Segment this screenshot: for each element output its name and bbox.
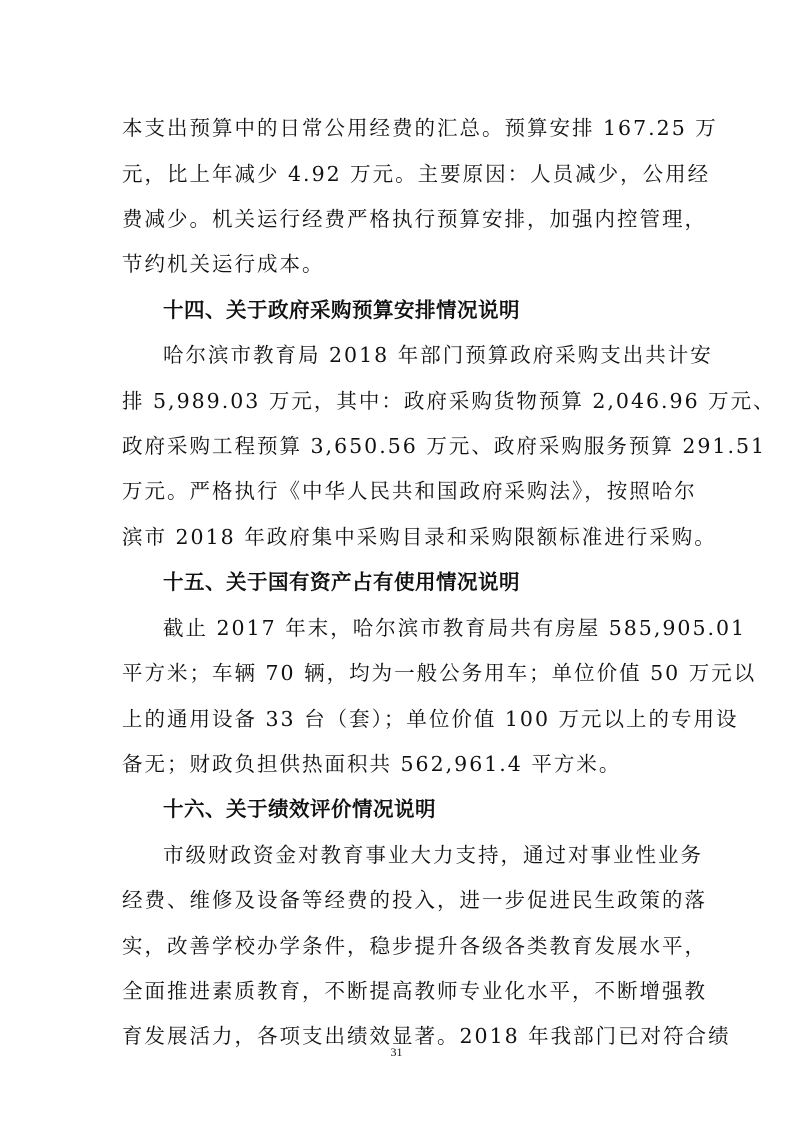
paragraph-line: 本支出预算中的日常公用经费的汇总。预算安排 167.25 万 (122, 116, 718, 140)
paragraph-line: 元，比上年减少 4.92 万元。主要原因：人员减少，公用经 (122, 162, 711, 186)
page-number: 31 (390, 1045, 403, 1059)
paragraph-line: 经费、维修及设备等经费的投入，进一步促进民生政策的落 (122, 888, 707, 912)
paragraph-line: 滨市 2018 年政府集中采购目录和采购限额标准进行采购。 (122, 525, 717, 549)
section-heading-procurement: 十四、关于政府采购预算安排情况说明 (163, 298, 520, 322)
section-heading-performance: 十六、关于绩效评价情况说明 (163, 797, 436, 821)
paragraph-line: 全面推进素质教育，不断提高教师专业化水平，不断增强教 (122, 979, 707, 1003)
section-heading-assets: 十五、关于国有资产占有使用情况说明 (163, 570, 520, 594)
paragraph-line: 截止 2017 年末，哈尔滨市教育局共有房屋 585,905.01 (163, 616, 747, 640)
paragraph-line: 费减少。机关运行经费严格执行预算安排，加强内控管理， (122, 207, 707, 231)
paragraph-line: 育发展活力，各项支出绩效显著。2018 年我部门已对符合绩 (122, 1024, 731, 1048)
paragraph-line: 哈尔滨市教育局 2018 年部门预算政府采购支出共计安 (163, 343, 713, 367)
paragraph-line: 备无；财政负担供热面积共 562,961.4 平方米。 (122, 752, 622, 776)
paragraph-line: 节约机关运行成本。 (122, 252, 325, 276)
paragraph-line: 平方米；车辆 70 辆，均为一般公务用车；单位价值 50 万元以 (122, 661, 757, 685)
paragraph-line: 上的通用设备 33 台（套）；单位价值 100 万元以上的专用设 (122, 707, 739, 731)
paragraph-line: 实，改善学校办学条件，稳步提升各级各类教育发展水平， (122, 934, 707, 958)
paragraph-line: 市级财政资金对教育事业大力支持，通过对事业性业务 (163, 843, 703, 867)
paragraph-line: 万元。严格执行《中华人民共和国政府采购法》，按照哈尔 (122, 479, 697, 503)
paragraph-line: 排 5,989.03 万元，其中：政府采购货物预算 2,046.96 万元、 (122, 389, 776, 413)
paragraph-line: 政府采购工程预算 3,650.56 万元、政府采购服务预算 291.51 (122, 434, 767, 458)
